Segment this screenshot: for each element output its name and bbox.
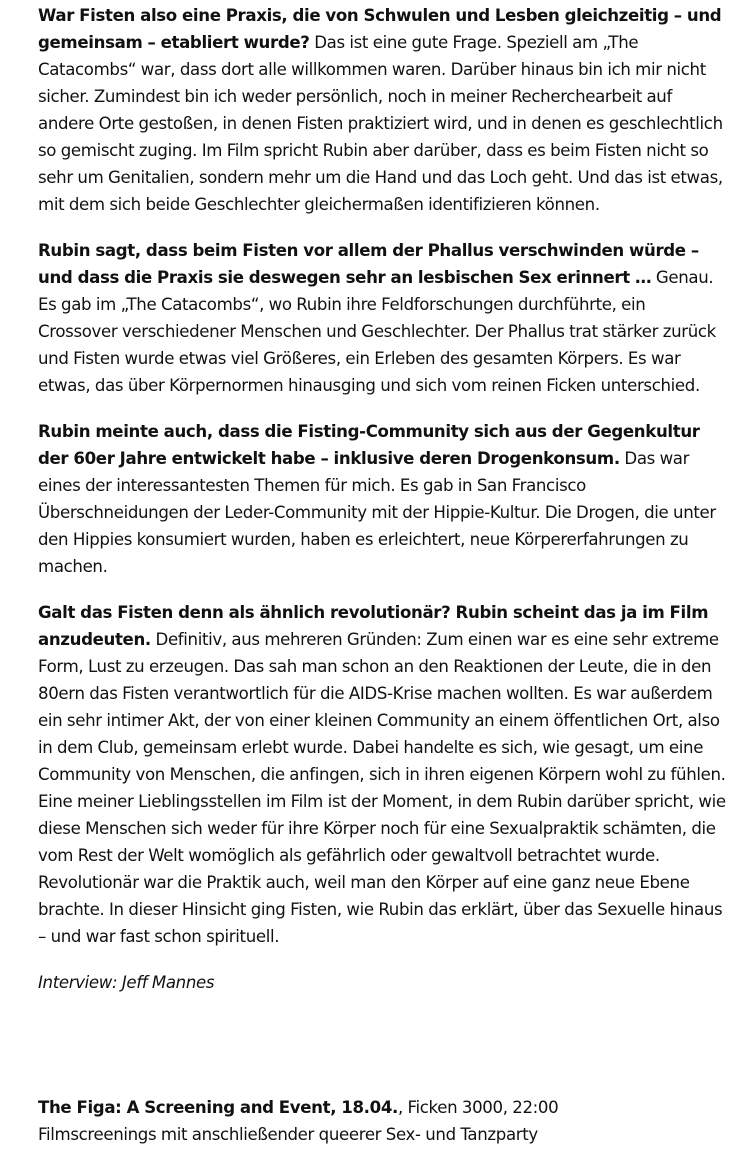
qa-paragraph-3	[38, 418, 728, 580]
event-line	[38, 1094, 728, 1121]
event-info	[38, 1094, 728, 1148]
answer-1: Das ist eine gute Frage. Speziell am „The Catacombs“ war, dass dort alle willkommen waren. Darüber hinaus bin ich mir nicht sicher. Zumindest bin ich weder persönlich, noch in meiner Recherchearbeit auf andere Orte gestoßen, in denen Fisten praktiziert wird, und in denen es geschlechtlich so gemischt zuging. Im Film spricht Rubin aber darüber, dass es beim Fisten nicht so sehr um Genitalien, sondern mehr um die Hand und das Loch geht. Und das ist etwas, mit dem sich beide Geschlechter gleichermaßen identifizieren können.	[38, 33, 723, 214]
answer-2: Genau. Es gab im „The Catacombs“, wo Rubin ihre Feldforschungen durchführte, ein Crossover verschiedener Menschen und Geschlechter. Der Phallus trat stärker zurück und Fisten wurde etwas viel Größeres, ein Erleben des gesamten Körpers. Es war etwas, das über Körpernormen hinausging und sich vom reinen Ficken unterschied.	[38, 268, 716, 395]
event-title: The Figa: A Screening and Event, 18.04.	[38, 1098, 398, 1117]
question-3: Rubin meinte auch, dass die Fisting-Community sich aus der Gegenkultur der 60er Jahre entwickelt habe – inklusive deren Drogenkonsum.	[38, 422, 700, 468]
answer-3: Das war eines der interessantesten Themen für mich. Es gab in San Francisco Überschneidungen der Leder-Community mit der Hippie-Kultur. Die Drogen, die unter den Hippies konsumiert wurden, haben es erleichtert, neue Körpererfahrungen zu machen.	[38, 449, 716, 576]
interview-article	[38, 0, 728, 996]
qa-paragraph-2	[38, 237, 728, 399]
qa-paragraph-1	[38, 2, 728, 218]
interview-credit: Interview: Jeff Mannes	[38, 973, 215, 992]
qa-paragraph-4	[38, 599, 728, 950]
event-description: Filmscreenings mit anschließender queerer Sex- und Tanzparty	[38, 1125, 538, 1144]
answer-4: Definitiv, aus mehreren Gründen: Zum einen war es eine sehr extreme Form, Lust zu erzeugen. Das sah man schon an den Reaktionen der Leute, die in den 80ern das Fisten verantwortlich für die AIDS-Krise machen wollten. Es war außerdem ein sehr intimer Akt, der von einer kleinen Community an einem öffentlichen Ort, also in dem Club, gemeinsam erlebt wurde. Dabei handelte es sich, wie gesagt, um eine Community von Menschen, die anfingen, sich in ihren eigenen Körpern wohl zu fühlen. Eine meiner Lieblingsstellen im Film ist der Moment, in dem Rubin darüber spricht, wie diese Menschen sich weder für ihre Körper noch für eine Sexualpraktik schämten, die vom Rest der Welt womöglich als gefährlich oder gewaltvoll betrachtet wurde. Revolutionär war die Praktik auch, weil man den Körper auf eine ganz neue Ebene brachte. In dieser Hinsicht ging Fisten, wie Rubin das erklärt, über das Sexuelle hinaus – und war fast schon spirituell.	[38, 630, 726, 946]
question-2: Rubin sagt, dass beim Fisten vor allem der Phallus verschwinden würde – und dass die Praxis sie deswegen sehr an lesbischen Sex erinnert …	[38, 241, 699, 287]
event-details: , Ficken 3000, 22:00	[397, 1098, 559, 1117]
question-1: War Fisten also eine Praxis, die von Schwulen und Lesben gleichzeitig – und gemeinsam – etabliert wurde?	[38, 6, 722, 52]
question-4: Galt das Fisten denn als ähnlich revolutionär? Rubin scheint das ja im Film anzudeuten.	[38, 603, 709, 649]
